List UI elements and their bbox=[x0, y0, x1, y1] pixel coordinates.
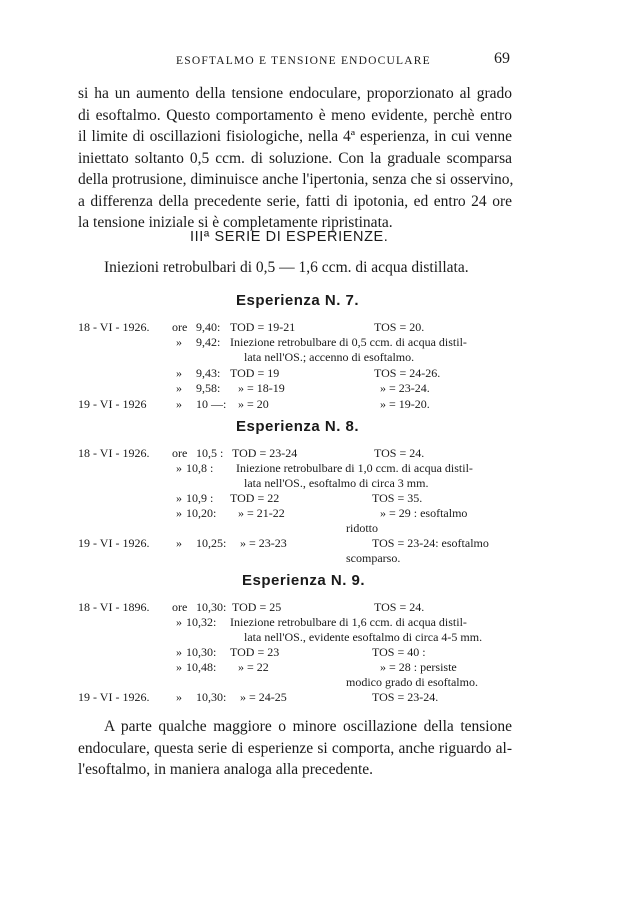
row-ore: » bbox=[176, 461, 182, 475]
row-time: 10 —: bbox=[196, 397, 227, 411]
row-note-continued: lata nell'OS., evidente esoftalmo di circa 4-5 mm. bbox=[244, 630, 483, 644]
row-tod: » = 18-19 bbox=[238, 381, 285, 395]
row-ore: ore bbox=[172, 600, 188, 614]
row-date: 18 - VI - 1926. bbox=[78, 320, 150, 334]
section-title: IIIª SERIE DI ESPERIENZE. bbox=[190, 229, 389, 245]
row-tod: » = 23-23 bbox=[240, 536, 287, 550]
row-ore: » bbox=[176, 397, 182, 411]
row-tod: » = 22 bbox=[238, 660, 269, 674]
closing-paragraph bbox=[78, 716, 512, 781]
row-time: 10,30: bbox=[196, 600, 227, 614]
row-ore: » bbox=[176, 491, 182, 505]
row-time: 9,42: bbox=[196, 335, 221, 349]
row-ore: » bbox=[176, 615, 182, 629]
row-tos: » = 29 : esoftalmo bbox=[380, 506, 468, 520]
experiment-title: Esperienza N. 7. bbox=[236, 292, 360, 309]
row-tod: TOD = 22 bbox=[230, 491, 280, 505]
row-tod: TOD = 25 bbox=[232, 600, 282, 614]
row-tos: TOS = 23-24. bbox=[372, 690, 439, 704]
row-note: Iniezione retrobulbare di 0,5 ccm. di acqua distil- bbox=[230, 335, 467, 349]
row-time: 10,30: bbox=[186, 645, 217, 659]
row-tos: TOS = 23-24: esoftalmo bbox=[372, 536, 489, 550]
row-note: Iniezione retrobulbare di 1,0 ccm. di acqua distil- bbox=[236, 461, 473, 475]
row-time: 10,48: bbox=[186, 660, 217, 674]
row-tod: » = 24-25 bbox=[240, 690, 287, 704]
row-tod: » = 20 bbox=[238, 397, 269, 411]
paragraph-line: l'esoftalmo, in maniera analoga alla precedente. bbox=[78, 761, 373, 778]
row-tod: » = 21-22 bbox=[238, 506, 285, 520]
row-tos-continued: ridotto bbox=[346, 521, 378, 535]
paragraph-line: della protrusione, diminuisce anche l'ipertonia, senza che si osservino, bbox=[78, 171, 514, 188]
row-tos: » = 28 : persiste bbox=[380, 660, 457, 674]
row-date: 19 - VI - 1926. bbox=[78, 536, 150, 550]
row-tos-continued: scomparso. bbox=[346, 551, 401, 565]
row-tod: TOD = 19-21 bbox=[230, 320, 296, 334]
row-tod: TOD = 23-24 bbox=[232, 446, 298, 460]
row-ore: ore bbox=[172, 446, 188, 460]
row-time: 10,20: bbox=[186, 506, 217, 520]
row-tos: TOS = 24-26. bbox=[374, 366, 441, 380]
row-time: 9,40: bbox=[196, 320, 221, 334]
row-ore: » bbox=[176, 690, 182, 704]
paragraph-line: iniettato soltanto 0,5 ccm. di soluzione. Con la graduale scomparsa bbox=[78, 149, 512, 167]
row-ore: » bbox=[176, 381, 182, 395]
paragraph-line: di esoftalmo. Questo comportamento è meno evidente, perchè entro bbox=[78, 106, 512, 124]
row-note-continued: lata nell'OS., esoftalmo di circa 3 mm. bbox=[244, 476, 429, 490]
row-date: 19 - VI - 1926 bbox=[78, 397, 147, 411]
row-tos: TOS = 35. bbox=[372, 491, 423, 505]
intro-paragraph bbox=[78, 83, 512, 234]
row-ore: » bbox=[176, 536, 182, 550]
paragraph-line: a differenza della precedente serie, fatti di ipotonia, ed entro 24 ore bbox=[78, 192, 512, 210]
row-ore: » bbox=[176, 366, 182, 380]
row-time: 10,8 : bbox=[186, 461, 214, 475]
row-time: 10,32: bbox=[186, 615, 217, 629]
experiment-title: Esperienza N. 9. bbox=[242, 572, 366, 589]
row-tos: » = 19-20. bbox=[380, 397, 430, 411]
row-ore: ore bbox=[172, 320, 188, 334]
row-tod: TOD = 23 bbox=[230, 645, 280, 659]
row-date: 19 - VI - 1926. bbox=[78, 690, 150, 704]
row-time: 10,30: bbox=[196, 690, 227, 704]
page-number: 69 bbox=[494, 50, 510, 67]
running-title: ESOFTALMO E TENSIONE ENDOCULARE bbox=[176, 55, 431, 67]
experiment-title: Esperienza N. 8. bbox=[236, 418, 360, 435]
row-time: 9,58: bbox=[196, 381, 221, 395]
row-date: 18 - VI - 1896. bbox=[78, 600, 150, 614]
row-time: 9,43: bbox=[196, 366, 221, 380]
row-note-continued: lata nell'OS.; accenno di esoftalmo. bbox=[244, 350, 415, 364]
row-tos: TOS = 40 : bbox=[372, 645, 426, 659]
row-note: Iniezione retrobulbare di 1,6 ccm. di acqua distil- bbox=[230, 615, 467, 629]
paragraph-line: endoculare, questa serie di esperienze si comporta, anche riguardo al- bbox=[78, 739, 512, 757]
row-ore: » bbox=[176, 645, 182, 659]
row-tos: TOS = 24. bbox=[374, 600, 425, 614]
paragraph-line: la tensione iniziale si è completamente ripristinata. bbox=[78, 214, 393, 231]
paragraph-line: si ha un aumento della tensione endoculare, proporzionato al grado bbox=[78, 85, 512, 102]
row-tos: TOS = 24. bbox=[374, 446, 425, 460]
paragraph-line: A parte qualche maggiore o minore oscillazione della tensione bbox=[104, 718, 512, 735]
row-tos: TOS = 20. bbox=[374, 320, 425, 334]
row-time: 10,5 : bbox=[196, 446, 224, 460]
row-ore: » bbox=[176, 335, 182, 349]
row-tos-continued: modico grado di esoftalmo. bbox=[346, 675, 478, 689]
row-ore: » bbox=[176, 506, 182, 520]
row-ore: » bbox=[176, 660, 182, 674]
section-subtitle: Iniezioni retrobulbari di 0,5 — 1,6 ccm. di acqua distillata. bbox=[104, 259, 469, 276]
row-tos: » = 23-24. bbox=[380, 381, 430, 395]
row-time: 10,9 : bbox=[186, 491, 214, 505]
row-date: 18 - VI - 1926. bbox=[78, 446, 150, 460]
paragraph-line: il limite di oscillazioni fisiologiche, nella 4ª esperienza, in cui venne bbox=[78, 128, 512, 145]
row-tod: TOD = 19 bbox=[230, 366, 280, 380]
row-time: 10,25: bbox=[196, 536, 227, 550]
